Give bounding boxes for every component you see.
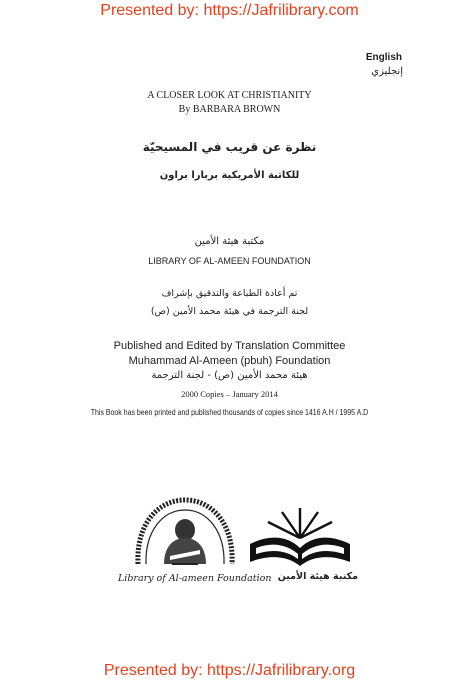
logo-caption-en: Library of Al-ameen Foundation bbox=[118, 573, 272, 584]
book-title-ar: نظرة عن قريب في المسيحيّة bbox=[142, 140, 317, 154]
publisher-line-3-ar: هيئة محمد الأمين (ص) - لجنة الترجمة bbox=[151, 370, 308, 381]
publisher-line-2: Muhammad Al-Ameen (pbuh) Foundation bbox=[128, 355, 331, 367]
foundation-emblem-icon bbox=[130, 494, 240, 572]
author-ar: للكاتبة الأمريكية بربارا براون bbox=[159, 170, 300, 181]
printed-note: This Book has been printed and published thousands of copies since 1416 A.H / 1995 A.D bbox=[90, 407, 369, 417]
publisher-line-1: Published and Edited by Translation Committee bbox=[113, 340, 346, 352]
reprint-line-2: لجنة الترجمة في هيئة محمد الأمين (ص) bbox=[150, 306, 309, 317]
reprint-line-1: تم أعادة الطباعة والتدقيق بإشراف bbox=[161, 288, 298, 299]
library-name-en: LIBRARY OF AL-AMEEN FOUNDATION bbox=[148, 256, 311, 266]
author-en: By BARBARA BROWN bbox=[178, 104, 281, 115]
copies-note: 2000 Copies – January 2014 bbox=[181, 389, 278, 399]
logo-caption-ar: مكتبة هيئة الأمين bbox=[277, 571, 358, 582]
library-name-ar: مكتبة هيئة الأمين bbox=[194, 236, 265, 247]
open-book-logo-icon bbox=[246, 504, 354, 570]
banner-top: Presented by: https://Jafrilibrary.com bbox=[100, 2, 359, 19]
banner-bottom: Presented by: https://Jafrilibrary.org bbox=[103, 662, 356, 679]
language-label-en: English bbox=[365, 52, 402, 63]
language-label-ar: إنجليزي bbox=[371, 66, 403, 77]
book-title-en: A CLOSER LOOK AT CHRISTIANITY bbox=[147, 90, 312, 101]
